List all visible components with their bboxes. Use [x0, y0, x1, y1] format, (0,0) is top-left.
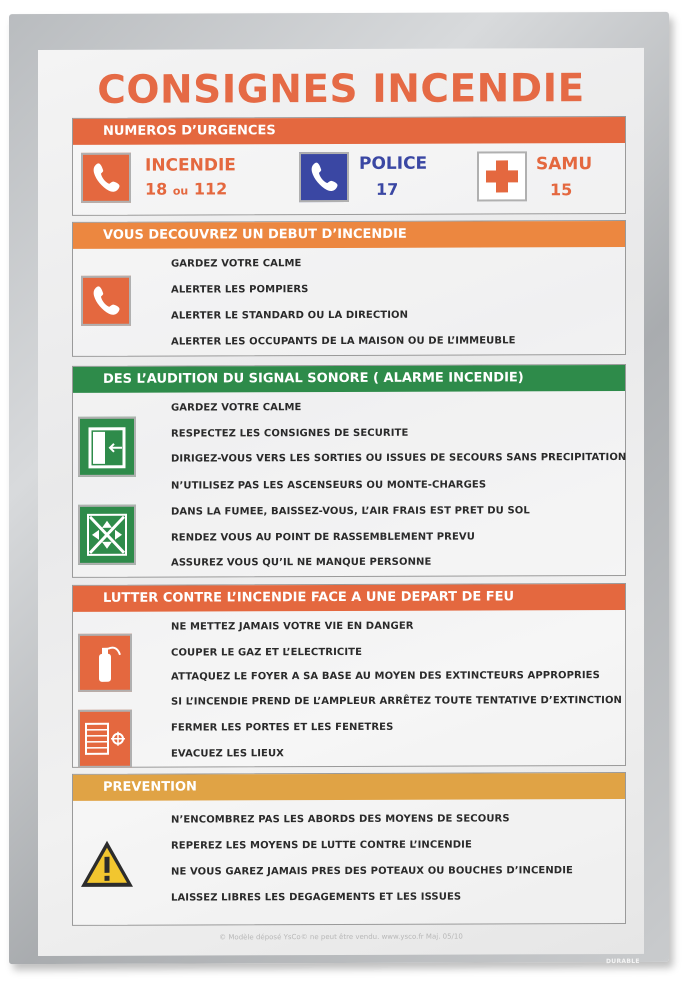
list-item: ALERTER LE STANDARD OU LA DIRECTION — [171, 309, 409, 322]
page-title: CONSIGNES INCENDIE — [97, 66, 585, 113]
phone-icon — [81, 153, 131, 203]
fire-hose-icon — [78, 710, 132, 768]
emergency-exit-icon — [78, 417, 136, 477]
list-item: RESPECTEZ LES CONSIGNES DE SECURITE — [171, 427, 409, 440]
police-phone-icon — [299, 152, 349, 202]
discover-fire-header: VOUS DECOUVREZ UN DEBUT D’INCENDIE — [73, 221, 625, 249]
emergency-section — [72, 116, 626, 216]
list-item: REPEREZ LES MOYENS DE LUTTE CONTRE L’INCENDIE — [171, 839, 472, 852]
fire-extinguisher-icon — [78, 634, 132, 692]
poster-paper — [38, 48, 644, 956]
samu-number: 15 — [550, 180, 573, 200]
red-cross-icon — [477, 151, 527, 201]
list-item: EVACUEZ LES LIEUX — [171, 748, 284, 760]
list-item: ALERTER LES OCCUPANTS DE LA MAISON OU DE L’IMMEUBLE — [171, 335, 516, 348]
warning-icon — [78, 837, 136, 893]
list-item: GARDEZ VOTRE CALME — [171, 258, 302, 270]
samu-label: SAMU — [536, 154, 593, 175]
list-item: ASSUREZ VOUS QU’IL NE MANQUE PERSONNE — [171, 556, 432, 569]
brand-logo: DURABLE — [606, 957, 640, 966]
phone-icon — [81, 276, 131, 326]
list-item: LAISSEZ LIBRES LES DEGAGEMENTS ET LES ISSUES — [171, 891, 462, 904]
list-item: SI L’INCENDIE PREND DE L’AMPLEUR ARRÊTEZ TOUTE TENTATIVE D’EXTINCTION — [171, 695, 623, 708]
alarm-header: DES L’AUDITION DU SIGNAL SONORE ( ALARME INCENDIE) — [73, 365, 625, 393]
list-item: DANS LA FUMEE, BAISSEZ-VOUS, L’AIR FRAIS EST PRET DU SOL — [171, 505, 530, 518]
list-item: COUPER LE GAZ ET L’ELECTRICITE — [171, 646, 362, 659]
list-item: FERMER LES PORTES ET LES FENETRES — [171, 721, 394, 734]
fight-fire-section — [72, 583, 626, 768]
emergency-header: NUMEROS D’URGENCES — [73, 117, 625, 145]
incendie-label: INCENDIE — [145, 155, 236, 176]
list-item: DIRIGEZ-VOUS VERS LES SORTIES OU ISSUES DE SECOURS SANS PRECIPITATION — [171, 451, 627, 465]
prevention-header: PREVENTION — [73, 773, 625, 801]
police-label: POLICE — [359, 153, 428, 174]
list-item: N’UTILISEZ PAS LES ASCENSEURS OU MONTE-CHARGES — [171, 479, 487, 492]
list-item: GARDEZ VOTRE CALME — [171, 402, 302, 414]
list-item: N’ENCOMBREZ PAS LES ABORDS DES MOYENS DE SECOURS — [171, 813, 510, 826]
alarm-section — [72, 364, 626, 578]
assembly-point-icon — [78, 505, 136, 565]
footer-copyright: © Modèle déposé YsCo© ne peut être vendu. www.ysco.fr Maj. 05/10 — [219, 932, 463, 942]
list-item: RENDEZ VOUS AU POINT DE RASSEMBLEMENT PREVU — [171, 531, 475, 544]
list-item: NE METTEZ JAMAIS VOTRE VIE EN DANGER — [171, 620, 414, 633]
discover-fire-section — [72, 220, 626, 357]
list-item: ALERTER LES POMPIERS — [171, 284, 309, 296]
police-number: 17 — [376, 179, 399, 199]
prevention-section — [72, 772, 626, 926]
list-item: NE VOUS GAREZ JAMAIS PRES DES POTEAUX OU BOUCHES D’INCENDIE — [171, 865, 573, 878]
list-item: ATTAQUEZ LE FOYER A SA BASE AU MOYEN DES EXTINCTEURS APPROPRIES — [171, 670, 600, 683]
incendie-number: 18 ou 112 — [145, 179, 228, 199]
fight-fire-header: LUTTER CONTRE L’INCENDIE FACE A UNE DEPART DE FEU — [73, 584, 625, 612]
poster-frame — [9, 12, 669, 964]
